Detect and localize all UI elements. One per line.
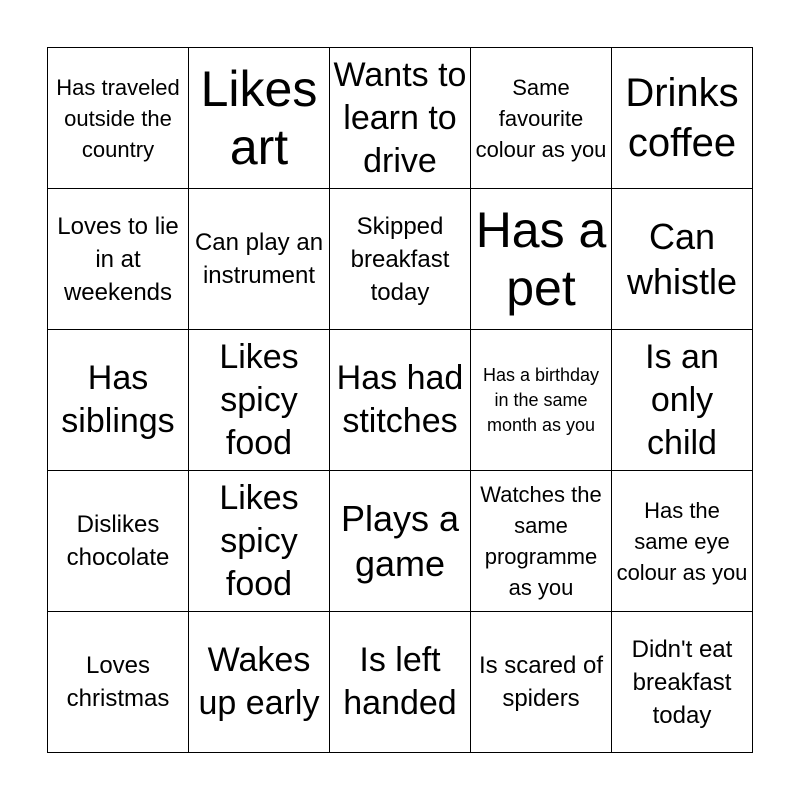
bingo-square-r4c5[interactable] [612, 471, 753, 612]
bingo-square-text: Is scared of spiders [478, 652, 604, 712]
bingo-square-r3c4[interactable] [471, 330, 612, 471]
bingo-square-r2c4[interactable] [471, 189, 612, 330]
bingo-square-text: Is an only child [645, 337, 719, 462]
bingo-square-text: Has the same eye colour as you [616, 497, 748, 585]
bingo-square-r4c2[interactable] [189, 471, 330, 612]
bingo-square-r2c3[interactable] [330, 189, 471, 330]
bingo-square-text: Wants to learn to drive [333, 55, 467, 180]
bingo-square-r2c2[interactable] [189, 189, 330, 330]
bingo-square-text: Plays a game [340, 498, 460, 584]
bingo-square-r3c2[interactable] [189, 330, 330, 471]
bingo-square-r3c3[interactable] [330, 330, 471, 471]
bingo-square-text: Skipped breakfast today [350, 212, 450, 306]
bingo-square-r5c5[interactable] [612, 612, 753, 753]
bingo-square-text: Same favourite colour as you [475, 74, 607, 162]
bingo-square-r5c3[interactable] [330, 612, 471, 753]
bingo-square-text: Likes art [200, 61, 318, 175]
bingo-square-text: Likes spicy food [219, 337, 299, 462]
bingo-square-text: Has siblings [61, 359, 175, 440]
bingo-board [47, 47, 753, 753]
bingo-square-text: Has a pet [475, 202, 607, 316]
bingo-square-r2c5[interactable] [612, 189, 753, 330]
bingo-square-text: Wakes up early [198, 641, 320, 722]
bingo-square-r4c1[interactable] [48, 471, 189, 612]
bingo-square-text: Dislikes chocolate [66, 511, 170, 571]
bingo-square-r1c3[interactable] [330, 48, 471, 189]
bingo-square-r4c3[interactable] [330, 471, 471, 612]
bingo-square-r5c1[interactable] [48, 612, 189, 753]
bingo-square-text: Has had stitches [336, 359, 464, 440]
bingo-square-r1c5[interactable] [612, 48, 753, 189]
bingo-square-text: Has traveled outside the country [56, 74, 180, 162]
bingo-square-text: Drinks coffee [625, 71, 739, 165]
bingo-square-r5c4[interactable] [471, 612, 612, 753]
bingo-square-r1c2[interactable] [189, 48, 330, 189]
bingo-square-text: Can whistle [626, 216, 738, 302]
bingo-square-text: Likes spicy food [219, 478, 299, 603]
bingo-square-text: Watches the same programme as you [480, 482, 602, 600]
bingo-square-r1c1[interactable] [48, 48, 189, 189]
bingo-square-r5c2[interactable] [189, 612, 330, 753]
bingo-square-text: Loves christmas [66, 652, 170, 712]
bingo-square-r1c4[interactable] [471, 48, 612, 189]
bingo-square-text: Has a birthday in the same month as you [482, 364, 600, 435]
bingo-square-r3c1[interactable] [48, 330, 189, 471]
bingo-square-r2c1[interactable] [48, 189, 189, 330]
bingo-square-r4c4[interactable] [471, 471, 612, 612]
bingo-square-r3c5[interactable] [612, 330, 753, 471]
bingo-square-text: Can play an instrument [194, 229, 324, 289]
bingo-square-text: Didn't eat breakfast today [631, 635, 733, 729]
bingo-square-text: Loves to lie in at weekends [57, 212, 179, 306]
bingo-square-text: Is left handed [343, 641, 457, 722]
